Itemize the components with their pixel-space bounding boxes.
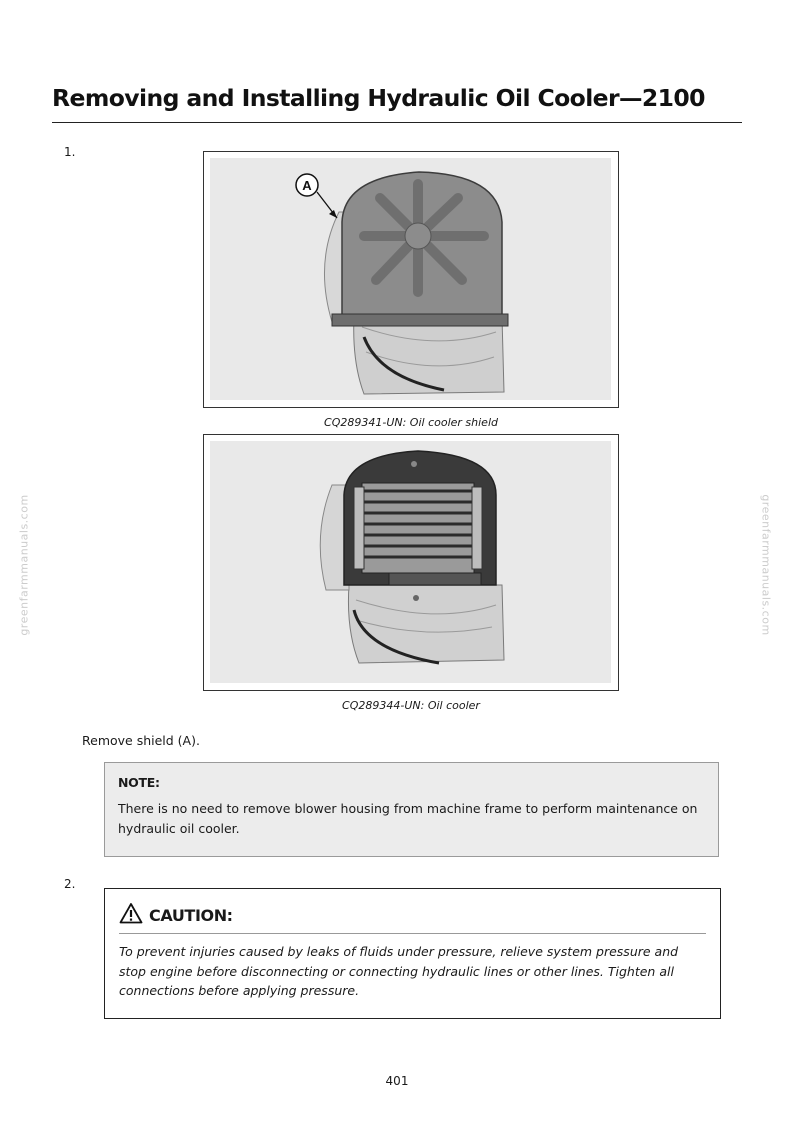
title-rule — [52, 122, 742, 123]
figure-caption-2: CQ289344-UN: Oil cooler — [342, 699, 480, 712]
instruction-text: Remove shield (A). — [82, 733, 200, 748]
note-text: There is no need to remove blower housing from machine frame to perform maintenance on hydraulic oil cooler. — [118, 801, 698, 836]
watermark-right: greenfarmmanuals.com — [759, 494, 773, 636]
figure-oil-cooler-shield — [203, 151, 619, 408]
warning-triangle-icon — [119, 902, 143, 928]
page-number: 401 — [385, 1074, 409, 1088]
callout-a-label: A — [302, 178, 312, 193]
note-box — [104, 762, 719, 857]
step-number-2: 2. — [64, 877, 76, 891]
figure-oil-cooler — [203, 434, 619, 691]
watermark-left: greenfarmmanuals.com — [17, 494, 31, 636]
step-number-1: 1. — [64, 145, 76, 159]
note-label: NOTE: — [118, 775, 160, 790]
caution-box — [104, 888, 721, 1019]
caution-divider — [119, 933, 706, 934]
page-title: Removing and Installing Hydraulic Oil Cooler—2100 — [52, 84, 705, 112]
figure-caption-1: CQ289341-UN: Oil cooler shield — [324, 416, 498, 429]
caution-text: To prevent injuries caused by leaks of fluids under pressure, relieve system pressure and stop engine before disconnecting or connecting hydraulic lines or other lines. Tighten all connections before applying pressure. — [119, 944, 679, 998]
caution-label: CAUTION: — [149, 905, 233, 925]
